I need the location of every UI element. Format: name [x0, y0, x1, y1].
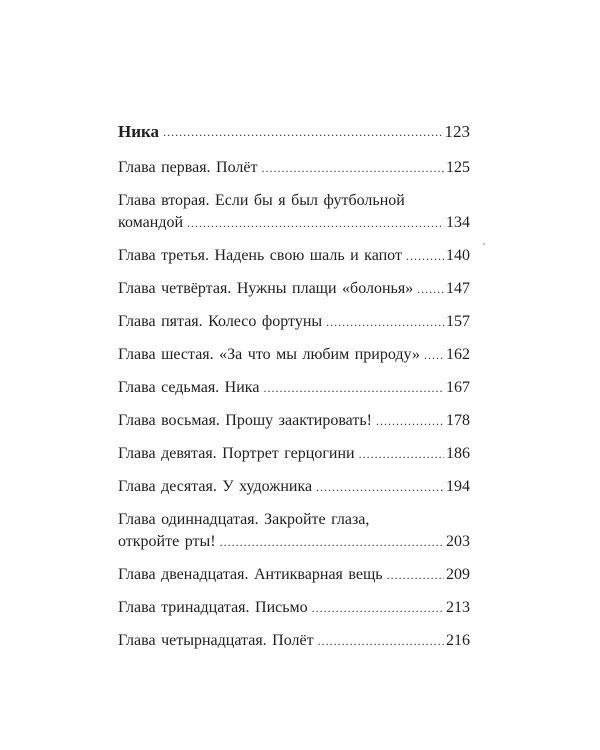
- toc-page-number: 125: [446, 159, 470, 176]
- toc-page-number: 203: [446, 533, 470, 550]
- paper-speck: [483, 243, 485, 245]
- toc-entry: [118, 476, 470, 498]
- toc-page-number: 162: [446, 346, 470, 363]
- toc-entry: [118, 443, 470, 465]
- toc-entry: [118, 564, 470, 586]
- toc-entry-title: Глава девятая. Портрет герцогини: [118, 445, 355, 462]
- toc-entry: [118, 190, 470, 234]
- toc-entry-title: Глава пятая. Колесо фортуны: [118, 313, 323, 330]
- toc-page-number: 216: [446, 632, 470, 649]
- toc-dot-leader: [376, 410, 444, 432]
- toc-entry: [118, 410, 470, 432]
- toc-entry: [118, 245, 470, 267]
- toc-entry: [118, 509, 470, 553]
- toc-page-number: 123: [444, 122, 470, 141]
- toc-dot-leader: [220, 531, 444, 553]
- toc-dot-leader: [263, 377, 444, 399]
- toc-entry-title: откройте рты!: [118, 533, 216, 550]
- toc-entry-title: Глава седьмая. Ника: [118, 379, 260, 396]
- toc-page-number: 157: [446, 313, 470, 330]
- toc-dot-leader: [316, 476, 444, 498]
- toc-entry: [118, 311, 470, 333]
- toc-dot-leader: [424, 344, 444, 366]
- toc-entry: [118, 157, 470, 179]
- toc-page-number: 194: [446, 478, 470, 495]
- toc-part-heading: [118, 121, 470, 143]
- toc-entry-title: Глава третья. Надень свою шаль и капот: [118, 247, 402, 264]
- toc-entry-title: Глава четырнадцатая. Полёт: [118, 632, 314, 649]
- toc-dot-leader: [318, 630, 444, 652]
- toc-entry: [118, 377, 470, 399]
- toc-entry-title: Глава четвёртая. Нужны плащи «болонья»: [118, 280, 414, 297]
- toc-page-number: 134: [446, 214, 470, 231]
- toc-page-number: 140: [446, 247, 470, 264]
- toc-entry: [118, 630, 470, 652]
- toc-dot-leader: [406, 245, 444, 267]
- toc-entry-title: Глава восьмая. Прошу заактировать!: [118, 412, 372, 429]
- toc-entry-title: Глава тринадцатая. Письмо: [118, 599, 308, 616]
- table-of-contents: [118, 121, 470, 663]
- toc-entry-title: Глава первая. Полёт: [118, 159, 258, 176]
- toc-page-number: 209: [446, 566, 470, 583]
- toc-dot-leader: [261, 157, 444, 179]
- toc-dot-leader: [312, 597, 444, 619]
- toc-dot-leader: [163, 121, 442, 143]
- toc-entry-title-line1: Глава одиннадцатая. Закройте глаза,: [118, 511, 370, 528]
- toc-page-number: 178: [446, 412, 470, 429]
- toc-dot-leader: [326, 311, 444, 333]
- toc-entry: [118, 278, 470, 300]
- toc-page-number: 186: [446, 445, 470, 462]
- toc-entry-title-line1: Глава вторая. Если бы я был футбольной: [118, 192, 405, 209]
- toc-entry-title: Глава десятая. У художника: [118, 478, 313, 495]
- toc-part-title: Ника: [118, 122, 160, 141]
- toc-dot-leader: [417, 278, 444, 300]
- toc-entry-title: Глава шестая. «За что мы любим природу»: [118, 346, 420, 363]
- toc-entry: [118, 344, 470, 366]
- toc-entry: [118, 597, 470, 619]
- toc-dot-leader: [187, 212, 444, 234]
- toc-dot-leader: [359, 443, 444, 465]
- toc-page-number: 213: [446, 599, 470, 616]
- toc-page-number: 147: [446, 280, 470, 297]
- toc-entry-title: Глава двенадцатая. Антикварная вещь: [118, 566, 383, 583]
- toc-dot-leader: [387, 564, 444, 586]
- toc-page-number: 167: [446, 379, 470, 396]
- toc-entry-title: командой: [118, 214, 184, 231]
